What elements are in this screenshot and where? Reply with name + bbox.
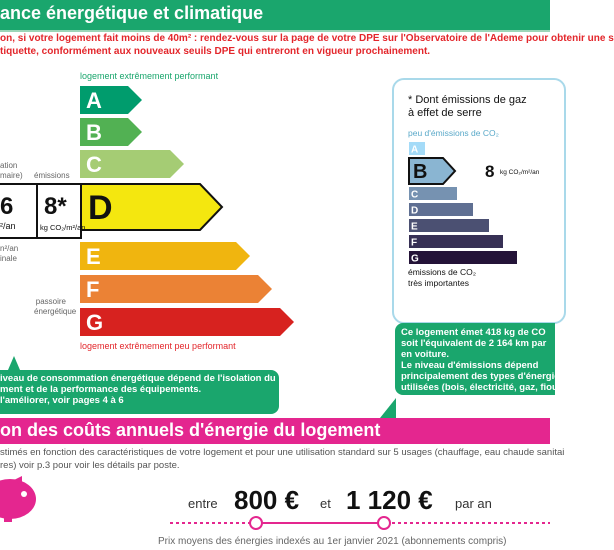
costs-per-year-label: par an [455, 496, 492, 511]
costs-desc-line-1: stimés en fonction des caractéristiques de votre logement et pour une utilisation standard sur 5 usages (chauffage, eau chaude sanitai [0, 447, 565, 458]
callout-left-line-1: iveau de consommation énergétique dépend de l'isolation du [0, 373, 276, 384]
callout-right-line-6: utilisées (bois, électricité, gaz, fiou [401, 382, 558, 393]
ghg-title-line-2: à effet de serre [408, 107, 482, 119]
energy-class-bar-f [80, 275, 272, 303]
unit-note-line-2: inale [0, 254, 17, 263]
energy-class-letter-f: F [86, 277, 100, 302]
consumption-value: 6 [0, 193, 14, 220]
ghg-class-letter-c: C [411, 189, 419, 201]
box-divider [36, 185, 38, 237]
costs-title: on des coûts annuels d'énergie du logement [0, 420, 381, 440]
unit-note-line-1: n²/an [0, 244, 19, 253]
emissions-value: 8* [44, 193, 67, 220]
ghg-class-letter-e: E [411, 221, 418, 233]
costs-and-label: et [320, 496, 331, 511]
ghg-class-bar-f [409, 235, 503, 248]
costs-low-value: 800 € [234, 485, 300, 515]
ghg-class-letter-a: A [411, 144, 419, 156]
ghg-value: 8 [485, 162, 495, 181]
consumption-header [0, 161, 23, 181]
ghg-bottom-caption [408, 267, 476, 289]
passoire-line-1: passoire [35, 297, 66, 306]
consumption-unit: ²/an [0, 221, 16, 231]
energy-class-bar-g [80, 308, 294, 336]
info-callout-left [0, 370, 279, 414]
costs-desc-line-2: res) voir p.3 pour voir les détails par poste. [0, 460, 180, 471]
energy-class-letter-a: A [86, 88, 102, 113]
ghg-class-letter-d: D [411, 205, 419, 217]
callout-left-pointer [8, 356, 20, 372]
energy-class-letter-g: G [86, 310, 104, 335]
ghg-unit: kg CO₂/m²/an [500, 169, 540, 176]
price-footnote: Prix moyens des énergies indexés au 1er janvier 2021 (abonnements compris) [158, 536, 507, 547]
energy-class-bar-e [80, 242, 250, 270]
energy-class-letter-d: D [88, 189, 113, 227]
ghg-title [408, 94, 527, 120]
callout-right-pointer [380, 398, 396, 418]
notice-text [0, 32, 614, 58]
ghg-class-letter-b: B [413, 161, 428, 183]
section-header [0, 0, 550, 30]
top-caption: logement extrêmement performant [80, 71, 219, 81]
notice-line-1: on, si votre logement fait moins de 40m² : rendez-vous sur la page de votre DPE sur l'Observatoire de l'Ademe pour obtenir une s [0, 33, 614, 44]
ghg-class-letter-f: F [411, 237, 418, 249]
ghg-class-bar-g [409, 251, 517, 264]
callout-left-line-3: l'améliorer, voir pages 4 à 6 [0, 395, 124, 406]
ghg-title-line-1: * Dont émissions de gaz [408, 94, 527, 106]
costs-header [0, 418, 550, 444]
callout-left-line-2: ment et de la performance des équipements. [0, 384, 202, 395]
callout-right-line-2: soit l'équivalent de 2 164 km par [401, 338, 547, 349]
piggy-bank-icon [0, 474, 40, 524]
callout-right-line-3: en voiture. [401, 349, 450, 360]
callout-right-line-4: Le niveau d'émissions dépend [401, 360, 539, 371]
emissions-unit: kg CO₂/m²/an [40, 223, 86, 232]
unit-note [0, 244, 18, 264]
costs-high-value: 1 120 € [346, 485, 433, 515]
cost-range-bar [170, 516, 550, 530]
callout-right-line-1: Ce logement émet 418 kg de CO [401, 327, 546, 338]
ghg-bottom-caption-line-1: émissions de CO₂ [408, 267, 477, 277]
emissions-header: émissions [34, 171, 70, 180]
costs-between-label: entre [188, 496, 218, 511]
ghg-bottom-caption-line-2: très importantes [408, 278, 469, 288]
performance-box [0, 183, 86, 239]
notice-line-2: tiquette, conformément aux nouveaux seuils DPE qui entreront en vigueur prochainement. [0, 46, 431, 57]
ghg-scale [405, 138, 545, 268]
consumption-header-line-2: maire) [0, 171, 23, 180]
passoire-line-2: énergétique [34, 307, 77, 316]
ghg-top-caption: peu d'émissions de CO₂ [408, 128, 499, 138]
consumption-header-line-1: ation [0, 161, 18, 170]
bottom-caption: logement extrêmement peu performant [80, 341, 236, 351]
callout-right-line-5: principalement des types d'énergie [401, 371, 560, 382]
info-callout-right [395, 323, 560, 395]
passoire-label [34, 297, 77, 317]
ghg-class-bar-d [409, 203, 473, 216]
section-title: ance énergétique et climatique [0, 3, 264, 23]
energy-class-letter-e: E [86, 244, 101, 269]
energy-class-letter-c: C [86, 152, 102, 177]
ghg-class-letter-g: G [411, 253, 419, 265]
ghg-class-bar-e [409, 219, 489, 232]
energy-class-letter-b: B [86, 120, 102, 145]
